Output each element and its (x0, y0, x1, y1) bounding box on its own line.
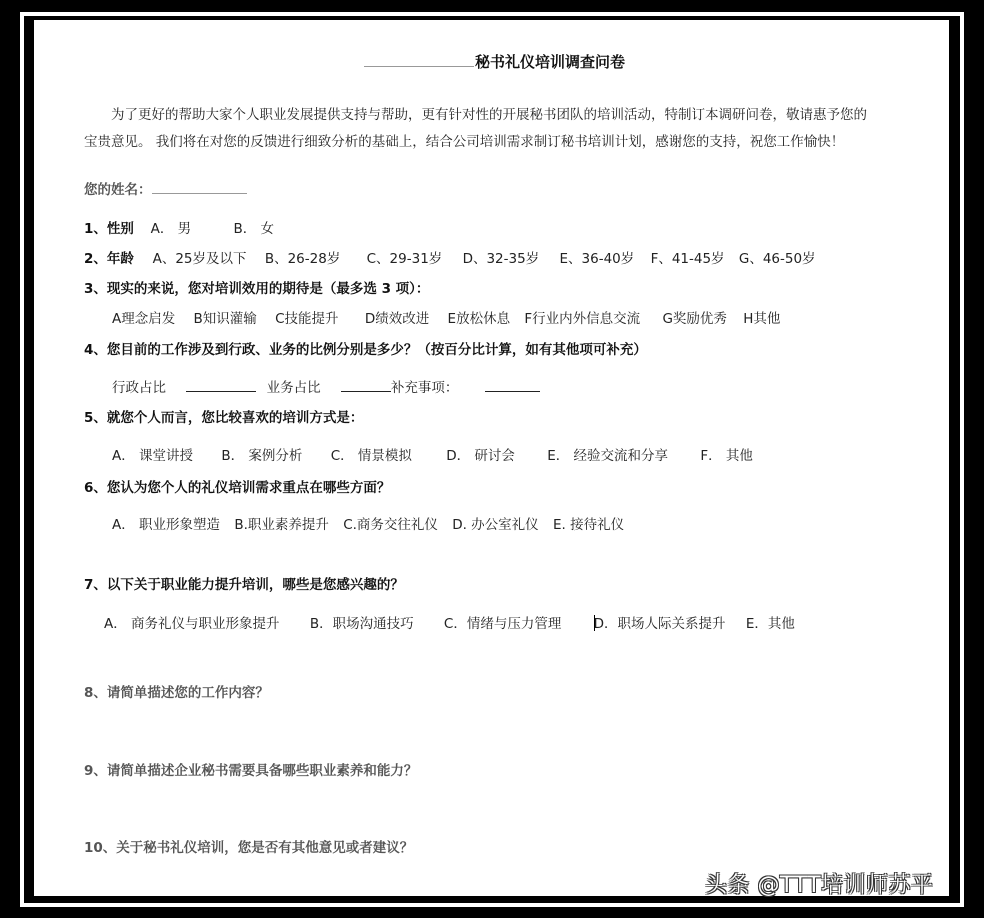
question-10: 10、关于秘书礼仪培训，您是否有其他意见或者建议？ (84, 840, 414, 856)
business-ratio-blank[interactable] (341, 391, 391, 392)
question-1: 1、性别 A． 男 B． 女 (84, 217, 274, 237)
title-blank-line (364, 66, 474, 67)
option-3f[interactable]: F行业内外信息交流 (524, 311, 641, 327)
watermark: 头条 @TTT培训师苏平 (705, 873, 934, 898)
option-3h[interactable]: H其他 (743, 311, 781, 327)
option-5c[interactable]: C． 情景模拟 (330, 448, 412, 464)
option-6e[interactable]: E. 接待礼仪 (552, 517, 625, 533)
option-3a[interactable]: A理念启发 (112, 311, 176, 327)
option-5e[interactable]: E． 经验交流和分享 (547, 448, 669, 464)
option-6a[interactable]: A． 职业形象塑造 (112, 517, 221, 533)
option-6d[interactable]: D. 办公室礼仪 (452, 517, 539, 533)
option-2a[interactable]: A、25岁及以下 (152, 251, 247, 267)
option-2c[interactable]: C、29-31岁 (366, 251, 443, 267)
document-title: 秘书礼仪培训调查问卷 (364, 51, 625, 72)
option-6b[interactable]: B.职业素养提升 (234, 517, 329, 533)
option-2d[interactable]: D、32-35岁 (462, 251, 540, 267)
question-9: 9、请简单描述企业秘书需要具备哪些职业素养和能力？ (84, 763, 418, 779)
option-5f[interactable]: F． 其他 (700, 448, 753, 464)
question-3: 3、现实的来说，您对培训效用的期待是（最多选 3 项）： (84, 281, 430, 297)
option-2g[interactable]: G、46-50岁 (738, 251, 816, 267)
name-input-blank[interactable] (152, 193, 247, 194)
question-6-options (112, 513, 624, 533)
option-3b[interactable]: B知识灌输 (193, 311, 257, 327)
option-3e[interactable]: E放松休息 (447, 311, 511, 327)
option-1b[interactable]: B． 女 (233, 221, 274, 237)
business-ratio-label: 业务占比 (266, 380, 321, 396)
option-7d[interactable]: D．职场人际关系提升 (593, 616, 726, 632)
question-5-options (112, 444, 753, 464)
question-7: 7、以下关于职业能力提升培训，哪些是您感兴趣的？ (84, 577, 404, 593)
option-1a[interactable]: A． 男 (150, 221, 192, 237)
admin-ratio-label: 行政占比 (112, 380, 166, 396)
option-7b[interactable]: B．职场沟通技巧 (309, 616, 414, 632)
document-page (34, 20, 949, 896)
question-5: 5、就您个人而言，您比较喜欢的培训方式是： (84, 410, 364, 426)
question-2: 2、年龄 A、25岁及以下 B、26-28岁 C、29-31岁 D、32-35岁 E、36-40岁 F、41-45岁 G、46-50岁 (84, 247, 816, 267)
option-2b[interactable]: B、26-28岁 (264, 251, 341, 267)
question-7-options (104, 612, 795, 632)
option-6c[interactable]: C.商务交往礼仪 (343, 517, 438, 533)
supplement-blank[interactable] (485, 391, 540, 392)
option-2f[interactable]: F、41-45岁 (650, 251, 725, 267)
option-3g[interactable]: G奖励优秀 (662, 311, 727, 327)
question-4: 4、您目前的工作涉及到行政、业务的比例分别是多少？（按百分比计算，如有其他项可补充） (84, 342, 647, 358)
option-7c[interactable]: C．情绪与压力管理 (443, 616, 562, 632)
question-6: 6、您认为您个人的礼仪培训需求重点在哪些方面？ (84, 480, 391, 496)
option-7a[interactable]: A． 商务礼仪与职业形象提升 (104, 616, 280, 632)
admin-ratio-blank[interactable] (186, 391, 256, 392)
option-2e[interactable]: E、36-40岁 (559, 251, 635, 267)
supplement-label: 补充事项： (390, 380, 459, 396)
option-5d[interactable]: D． 研讨会 (446, 448, 515, 464)
question-4-fields (112, 376, 540, 396)
question-8: 8、请简单描述您的工作内容？ (84, 685, 269, 701)
option-5a[interactable]: A． 课堂讲授 (112, 448, 194, 464)
option-5b[interactable]: B． 案例分析 (221, 448, 303, 464)
name-label: 您的姓名： (84, 182, 152, 198)
option-3c[interactable]: C技能提升 (275, 311, 339, 327)
question-3-options (112, 307, 780, 327)
option-7e[interactable]: E．其他 (745, 616, 795, 632)
name-field-row (84, 178, 247, 198)
option-3d[interactable]: D绩效改进 (364, 311, 430, 327)
intro-paragraph: 为了更好的帮助大家个人职业发展提供支持与帮助，更有针对性的开展秘书团队的培训活动，特制订本调研问卷，敬请惠予您的 宝贵意见。 我们将在对您的反馈进行细致分析的基础上，结合公司培训需求制订秘书培训计划，感谢您的支持，祝您工作愉快！ (84, 107, 867, 150)
